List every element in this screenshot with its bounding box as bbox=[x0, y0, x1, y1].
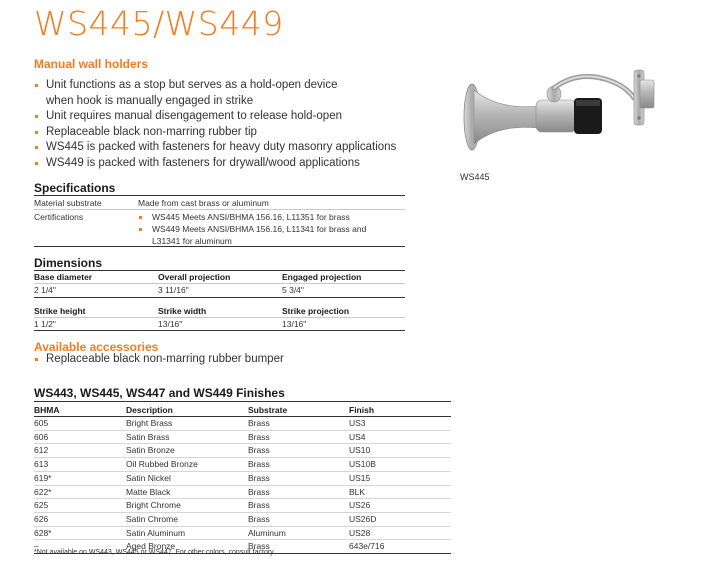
table-header-row bbox=[34, 403, 451, 417]
divider bbox=[34, 270, 405, 271]
table-row bbox=[34, 417, 451, 431]
dimensions-heading: Dimensions bbox=[34, 256, 103, 270]
cell-finish: US10B bbox=[349, 458, 451, 472]
feature-item: Unit functions as a stop but serves as a hold-open device bbox=[34, 78, 396, 94]
cell-substrate: Brass bbox=[248, 499, 349, 513]
cell-bhma: 606 bbox=[34, 430, 126, 444]
product-image bbox=[458, 62, 668, 172]
dim-label-base-diameter: Base diameter bbox=[34, 272, 93, 282]
page-title: WS445/WS449 bbox=[34, 4, 284, 43]
dim-value-engaged-projection: 5 3/4" bbox=[282, 285, 304, 295]
cell-finish: US10 bbox=[349, 444, 451, 458]
divider bbox=[34, 401, 451, 402]
cert-list bbox=[138, 211, 388, 247]
cell-description: Satin Bronze bbox=[126, 444, 248, 458]
table-row bbox=[34, 458, 451, 472]
dim-value-strike-height: 1 1/2" bbox=[34, 319, 56, 329]
cert-label: Certifications bbox=[34, 212, 84, 222]
table-row bbox=[34, 444, 451, 458]
divider bbox=[34, 330, 405, 331]
cell-substrate: Brass bbox=[248, 458, 349, 472]
cell-substrate: Brass bbox=[248, 417, 349, 431]
dim-label-strike-height: Strike height bbox=[34, 306, 86, 316]
cell-description: Aged Bronze bbox=[126, 540, 248, 554]
cell-description: Satin Nickel bbox=[126, 471, 248, 485]
cell-finish: US3 bbox=[349, 417, 451, 431]
material-label: Material substrate bbox=[34, 198, 102, 208]
cell-substrate: Brass bbox=[248, 430, 349, 444]
divider bbox=[34, 195, 405, 196]
accessories-list bbox=[34, 352, 284, 368]
divider bbox=[34, 317, 405, 318]
material-value: Made from cast brass or aluminum bbox=[138, 198, 269, 208]
finishes-table bbox=[34, 403, 451, 554]
column-header-finish: Finish bbox=[349, 403, 451, 417]
column-header-bhma: BHMA bbox=[34, 403, 126, 417]
cell-bhma: 605 bbox=[34, 417, 126, 431]
dim-label-overall-projection: Overall projection bbox=[158, 272, 231, 282]
cell-bhma: 628* bbox=[34, 526, 126, 540]
cell-description: Bright Chrome bbox=[126, 499, 248, 513]
product-caption: WS445 bbox=[460, 172, 490, 182]
dim-value-base-diameter: 2 1/4" bbox=[34, 285, 56, 295]
cell-finish: 643e/716 bbox=[349, 540, 451, 554]
cell-finish: US28 bbox=[349, 526, 451, 540]
cell-finish: US15 bbox=[349, 471, 451, 485]
dim-label-strike-width: Strike width bbox=[158, 306, 207, 316]
cell-description: Satin Aluminum bbox=[126, 526, 248, 540]
cell-description: Bright Brass bbox=[126, 417, 248, 431]
cell-description: Satin Chrome bbox=[126, 512, 248, 526]
cell-finish: US26 bbox=[349, 499, 451, 513]
manual-heading: Manual wall holders bbox=[34, 57, 149, 71]
specifications-heading: Specifications bbox=[34, 181, 116, 195]
table-row bbox=[34, 499, 451, 513]
accessory-item: Replaceable black non-marring rubber bumper bbox=[34, 352, 284, 368]
table-row bbox=[34, 512, 451, 526]
divider bbox=[34, 283, 405, 284]
cell-finish: US26D bbox=[349, 512, 451, 526]
cell-bhma: 612 bbox=[34, 444, 126, 458]
dim-value-overall-projection: 3 11/16" bbox=[158, 285, 189, 295]
cell-finish: BLK bbox=[349, 485, 451, 499]
wall-holder-illustration bbox=[458, 62, 668, 172]
column-header-description: Description bbox=[126, 403, 248, 417]
accessories-heading: Available accessories bbox=[34, 340, 159, 354]
feature-item: WS449 is packed with fasteners for drywall/wood applications bbox=[34, 156, 396, 172]
cell-bhma: 626 bbox=[34, 512, 126, 526]
cell-substrate: Brass bbox=[248, 471, 349, 485]
footnote: *Not available on WS443, WS445 or WS447. For other colors, consult factory. bbox=[34, 549, 276, 556]
cell-substrate: Brass bbox=[248, 540, 349, 554]
column-header-substrate: Substrate bbox=[248, 403, 349, 417]
cell-description: Matte Black bbox=[126, 485, 248, 499]
cell-description: Oil Rubbed Bronze bbox=[126, 458, 248, 472]
cell-bhma: – bbox=[34, 540, 126, 554]
divider bbox=[34, 209, 405, 210]
cell-bhma: 622* bbox=[34, 485, 126, 499]
dim-value-strike-width: 13/16" bbox=[158, 319, 183, 329]
cell-description: Satin Brass bbox=[126, 430, 248, 444]
cell-bhma: 625 bbox=[34, 499, 126, 513]
table-row bbox=[34, 471, 451, 485]
feature-item: Replaceable black non-marring rubber tip bbox=[34, 125, 396, 141]
dim-value-strike-projection: 13/16" bbox=[282, 319, 307, 329]
feature-item-continued: when hook is manually engaged in strike bbox=[46, 94, 254, 107]
divider bbox=[34, 297, 405, 298]
cert-item: WS445 Meets ANSI/BHMA 156.16, L11351 for brass bbox=[138, 211, 388, 223]
table-row bbox=[34, 485, 451, 499]
feature-item: Unit requires manual disengagement to release hold-open bbox=[34, 109, 396, 125]
cell-finish: US4 bbox=[349, 430, 451, 444]
divider bbox=[34, 246, 405, 247]
table-row bbox=[34, 526, 451, 540]
feature-list bbox=[34, 78, 396, 171]
dim-label-engaged-projection: Engaged projection bbox=[282, 272, 362, 282]
cell-substrate: Aluminum bbox=[248, 526, 349, 540]
table-row bbox=[34, 430, 451, 444]
finishes-heading: WS443, WS445, WS447 and WS449 Finishes bbox=[34, 386, 285, 400]
cell-bhma: 613 bbox=[34, 458, 126, 472]
cert-item: WS449 Meets ANSI/BHMA 156.16, L11341 for brass and L31341 for aluminum bbox=[138, 223, 388, 247]
dim-label-strike-projection: Strike projection bbox=[282, 306, 350, 316]
cell-substrate: Brass bbox=[248, 485, 349, 499]
cell-bhma: 619* bbox=[34, 471, 126, 485]
cell-substrate: Brass bbox=[248, 444, 349, 458]
feature-item: WS445 is packed with fasteners for heavy duty masonry applications bbox=[34, 140, 396, 156]
cell-substrate: Brass bbox=[248, 512, 349, 526]
